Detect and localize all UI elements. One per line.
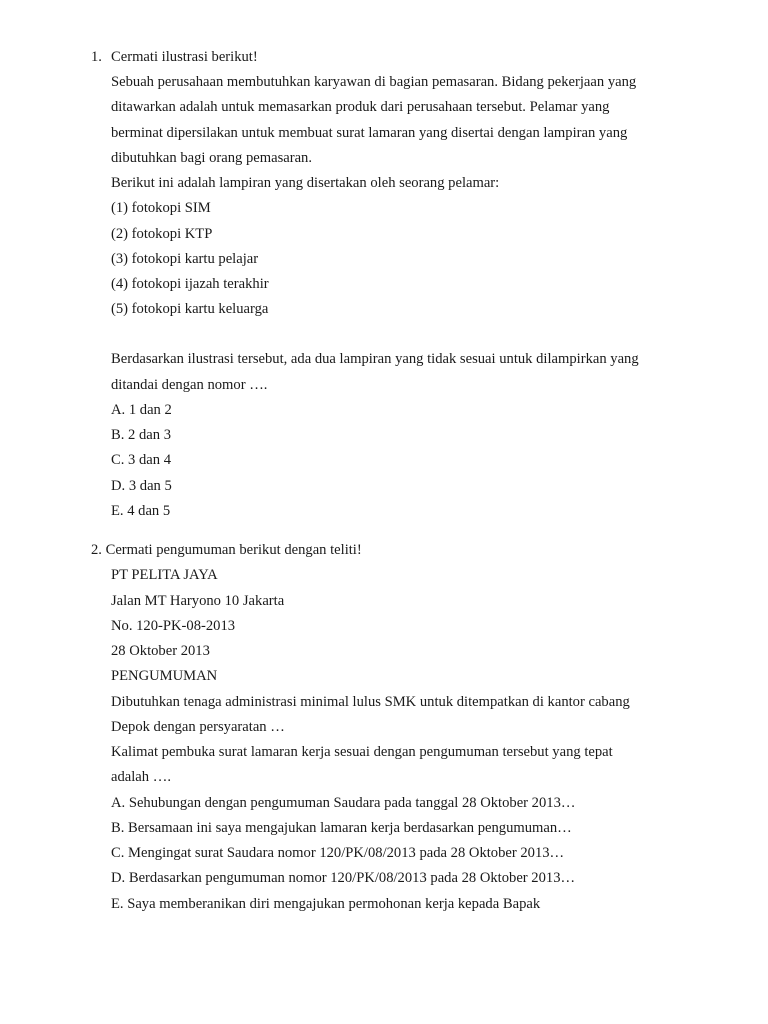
q2-announcement-body-line-2: Depok dengan persyaratan … [111, 719, 285, 735]
q1-question-line-1: Berdasarkan ilustrasi tersebut, ada dua lampiran yang tidak sesuai untuk dilampirkan yang [111, 351, 639, 367]
q2-title: 2. Cermati pengumuman berikut dengan teliti! [91, 542, 362, 558]
q2-option-e: E. Saya memberanikan diri mengajukan permohonan kerja kepada Bapak [111, 896, 541, 912]
q2-option-b: B. Bersamaan ini saya mengajukan lamaran kerja berdasarkan pengumuman… [111, 820, 572, 836]
q2-announcement-heading: PENGUMUMAN [111, 668, 218, 684]
q2-company-name: PT PELITA JAYA [111, 567, 218, 583]
q1-option-b: B. 2 dan 3 [111, 427, 171, 443]
q1-paragraph-line-2: ditawarkan adalah untuk memasarkan produk dari perusahaan tersebut. Pelamar yang [111, 99, 610, 115]
q2-announcement-body-line-1: Dibutuhkan tenaga administrasi minimal lulus SMK untuk ditempatkan di kantor cabang [111, 694, 630, 710]
q1-paragraph-line-4: dibutuhkan bagi orang pemasaran. [111, 150, 313, 166]
q1-question-line-2: ditandai dengan nomor …. [111, 377, 268, 393]
q1-option-e: E. 4 dan 5 [111, 503, 171, 519]
q1-option-c: C. 3 dan 4 [111, 452, 171, 468]
q1-paragraph-line-1: Sebuah perusahaan membutuhkan karyawan di bagian pemasaran. Bidang pekerjaan yang [111, 74, 637, 90]
q2-option-a: A. Sehubungan dengan pengumuman Saudara pada tanggal 28 Oktober 2013… [111, 795, 576, 811]
q1-item-4: (4) fotokopi ijazah terakhir [111, 276, 269, 292]
q1-title: Cermati ilustrasi berikut! [111, 49, 258, 65]
q2-option-c: C. Mengingat surat Saudara nomor 120/PK/08/2013 pada 28 Oktober 2013… [111, 845, 565, 861]
q1-number: 1. [91, 49, 102, 65]
q2-question-line-1: Kalimat pembuka surat lamaran kerja sesuai dengan pengumuman tersebut yang tepat [111, 744, 613, 760]
q1-option-a: A. 1 dan 2 [111, 402, 172, 418]
q2-question-line-2: adalah …. [111, 769, 171, 785]
q2-company-address: Jalan MT Haryono 10 Jakarta [111, 593, 285, 609]
q2-reference-number: No. 120-PK-08-2013 [111, 618, 236, 634]
q1-item-3: (3) fotokopi kartu pelajar [111, 251, 259, 267]
q1-item-2: (2) fotokopi KTP [111, 226, 213, 242]
q2-option-d: D. Berdasarkan pengumuman nomor 120/PK/08/2013 pada 28 Oktober 2013… [111, 870, 576, 886]
q1-item-5: (5) fotokopi kartu keluarga [111, 301, 269, 317]
q1-item-1: (1) fotokopi SIM [111, 200, 211, 216]
q1-paragraph-line-3: berminat dipersilakan untuk membuat surat lamaran yang disertai dengan lampiran yang [111, 125, 628, 141]
q2-date: 28 Oktober 2013 [111, 643, 210, 659]
q1-intro: Berikut ini adalah lampiran yang disertakan oleh seorang pelamar: [111, 175, 500, 191]
q1-option-d: D. 3 dan 5 [111, 478, 172, 494]
